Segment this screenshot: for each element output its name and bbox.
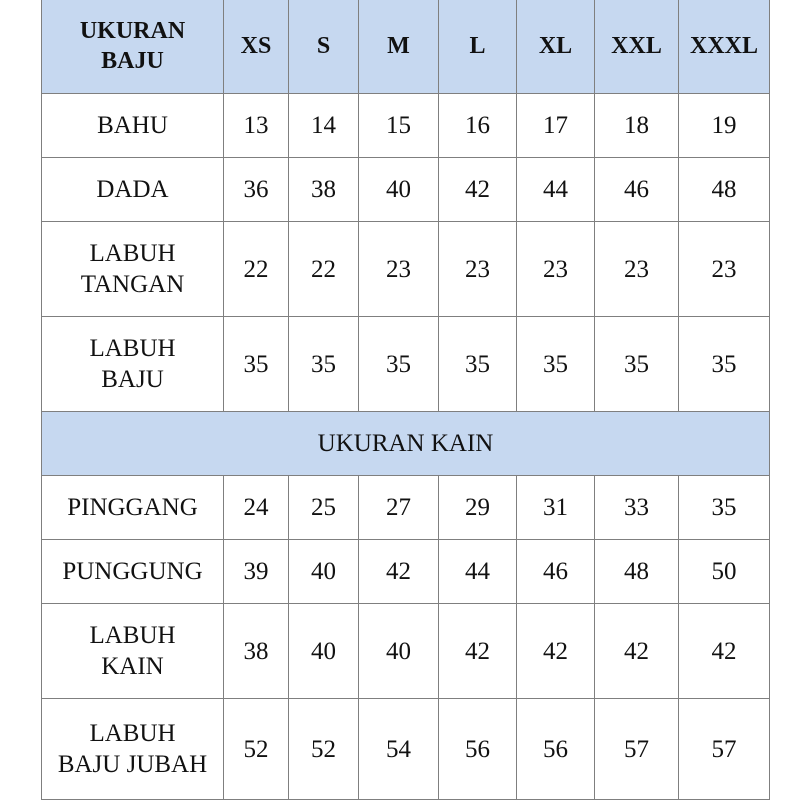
table-row-labuh-kain xyxy=(42,604,770,699)
cell-value: 56 xyxy=(517,699,595,800)
cell-value: 27 xyxy=(359,476,439,540)
cell-value: 35 xyxy=(595,317,679,412)
row-label: PINGGANG xyxy=(42,476,224,540)
section-header-row xyxy=(42,412,770,476)
table-row-dada xyxy=(42,158,770,222)
cell-value: 42 xyxy=(439,158,517,222)
cell-value: 23 xyxy=(439,222,517,317)
cell-value: 38 xyxy=(289,158,359,222)
cell-value: 35 xyxy=(359,317,439,412)
size-header-m: M xyxy=(359,0,439,94)
cell-value: 18 xyxy=(595,94,679,158)
cell-value: 42 xyxy=(359,540,439,604)
cell-value: 38 xyxy=(224,604,289,699)
cell-value: 40 xyxy=(289,540,359,604)
size-chart-table xyxy=(41,0,770,800)
size-header-l: L xyxy=(439,0,517,94)
cell-value: 35 xyxy=(439,317,517,412)
cell-value: 40 xyxy=(359,604,439,699)
size-header-xxxl: XXXL xyxy=(679,0,770,94)
cell-value: 17 xyxy=(517,94,595,158)
row-label: LABUH BAJU xyxy=(42,317,224,412)
cell-value: 35 xyxy=(679,476,770,540)
row-label: LABUH BAJU JUBAH xyxy=(42,699,224,800)
cell-value: 46 xyxy=(517,540,595,604)
header-label: UKURAN BAJU xyxy=(42,0,224,94)
cell-value: 56 xyxy=(439,699,517,800)
cell-value: 14 xyxy=(289,94,359,158)
row-label: LABUH TANGAN xyxy=(42,222,224,317)
cell-value: 29 xyxy=(439,476,517,540)
row-label: LABUH KAIN xyxy=(42,604,224,699)
cell-value: 23 xyxy=(517,222,595,317)
cell-value: 39 xyxy=(224,540,289,604)
cell-value: 46 xyxy=(595,158,679,222)
size-header-xs: XS xyxy=(224,0,289,94)
cell-value: 48 xyxy=(679,158,770,222)
cell-value: 25 xyxy=(289,476,359,540)
cell-value: 36 xyxy=(224,158,289,222)
table-row-pinggang xyxy=(42,476,770,540)
table-row-labuh-tangan xyxy=(42,222,770,317)
cell-value: 42 xyxy=(517,604,595,699)
cell-value: 23 xyxy=(595,222,679,317)
cell-value: 31 xyxy=(517,476,595,540)
row-label: BAHU xyxy=(42,94,224,158)
cell-value: 19 xyxy=(679,94,770,158)
size-header-s: S xyxy=(289,0,359,94)
cell-value: 13 xyxy=(224,94,289,158)
cell-value: 35 xyxy=(224,317,289,412)
table-row-labuh-baju-jubah xyxy=(42,699,770,800)
cell-value: 42 xyxy=(439,604,517,699)
cell-value: 35 xyxy=(517,317,595,412)
cell-value: 15 xyxy=(359,94,439,158)
table-row-punggung xyxy=(42,540,770,604)
cell-value: 22 xyxy=(289,222,359,317)
cell-value: 54 xyxy=(359,699,439,800)
cell-value: 42 xyxy=(595,604,679,699)
cell-value: 16 xyxy=(439,94,517,158)
table-row-bahu xyxy=(42,94,770,158)
cell-value: 23 xyxy=(359,222,439,317)
cell-value: 35 xyxy=(679,317,770,412)
cell-value: 44 xyxy=(439,540,517,604)
cell-value: 24 xyxy=(224,476,289,540)
cell-value: 57 xyxy=(595,699,679,800)
section-title: UKURAN KAIN xyxy=(42,412,770,476)
cell-value: 40 xyxy=(359,158,439,222)
cell-value: 57 xyxy=(679,699,770,800)
cell-value: 42 xyxy=(679,604,770,699)
size-header-xl: XL xyxy=(517,0,595,94)
cell-value: 40 xyxy=(289,604,359,699)
table-row-labuh-baju xyxy=(42,317,770,412)
cell-value: 35 xyxy=(289,317,359,412)
cell-value: 33 xyxy=(595,476,679,540)
table-header-row xyxy=(42,0,770,94)
row-label: DADA xyxy=(42,158,224,222)
cell-value: 22 xyxy=(224,222,289,317)
cell-value: 44 xyxy=(517,158,595,222)
cell-value: 52 xyxy=(289,699,359,800)
size-header-xxl: XXL xyxy=(595,0,679,94)
cell-value: 52 xyxy=(224,699,289,800)
cell-value: 50 xyxy=(679,540,770,604)
cell-value: 48 xyxy=(595,540,679,604)
row-label: PUNGGUNG xyxy=(42,540,224,604)
cell-value: 23 xyxy=(679,222,770,317)
